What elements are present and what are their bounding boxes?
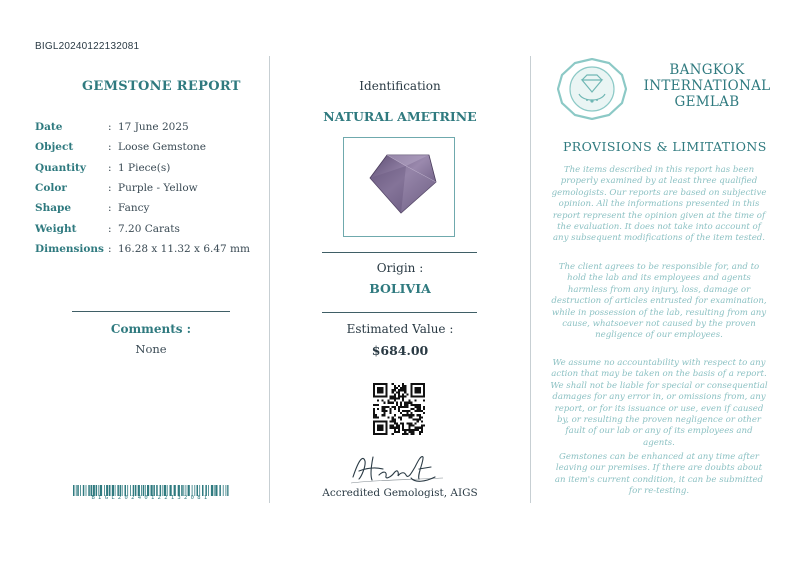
qr-module [377,416,379,418]
qr-module [402,387,404,389]
qr-module [415,429,417,431]
qr-module [408,400,410,402]
qr-module [410,408,412,410]
qr-module [415,400,417,402]
qr-module [417,406,419,408]
qr-module [392,395,394,397]
qr-module [400,395,402,397]
qr-module [390,395,392,397]
qr-module [406,433,408,435]
qr-module [419,414,421,416]
lab-name [642,62,772,110]
qr-module [415,423,417,425]
qr-module [408,425,410,427]
qr-finder-core [377,425,383,431]
qr-module [383,406,385,408]
detail-row-weight [35,218,250,238]
qr-module [388,402,390,404]
qr-module [398,393,400,395]
detail-colon: : [108,242,112,255]
qr-module [390,427,392,429]
qr-module [396,398,398,400]
qr-module [390,412,392,414]
qr-module [400,406,402,408]
qr-module [413,404,415,406]
qr-module [383,408,385,410]
qr-module [408,423,410,425]
qr-module [408,402,410,404]
qr-module [421,429,423,431]
qr-module [402,385,404,387]
detail-label: Weight [35,222,77,235]
qr-module [398,395,400,397]
qr-module [406,412,408,414]
qr-module [392,406,394,408]
detail-value: 16.28 x 11.32 x 6.47 mm [118,242,250,255]
divider [322,252,477,253]
qr-module [396,431,398,433]
qr-module [373,410,375,412]
column-divider-right [530,56,531,503]
qr-module [394,420,396,422]
qr-module [381,408,383,410]
qr-module [400,418,402,420]
qr-module [417,404,419,406]
detail-colon: : [108,202,112,215]
qr-module [402,406,404,408]
qr-module [402,395,404,397]
gem-photo [343,137,455,237]
qr-module [402,400,404,402]
detail-colon: : [108,182,112,195]
detail-value: Purple - Yellow [118,182,198,195]
qr-module [400,402,402,404]
qr-module [373,408,375,410]
qr-module [383,414,385,416]
qr-module [410,431,412,433]
detail-value: Fancy [118,202,150,215]
detail-colon: : [108,222,112,235]
qr-module [377,400,379,402]
qr-module [404,410,406,412]
detail-row-object [35,137,250,157]
detail-value: 17 June 2025 [118,121,189,134]
qr-module [410,404,412,406]
qr-module [375,416,377,418]
qr-module [404,404,406,406]
qr-module [390,425,392,427]
qr-module [394,395,396,397]
qr-module [398,425,400,427]
qr-module [398,398,400,400]
qr-module [404,429,406,431]
qr-module [408,427,410,429]
qr-module [381,414,383,416]
qr-module [419,427,421,429]
qr-module [404,431,406,433]
qr-module [408,429,410,431]
qr-module [417,427,419,429]
qr-module [392,433,394,435]
qr-module [381,406,383,408]
qr-module [394,400,396,402]
qr-module [413,429,415,431]
qr-module [392,402,394,404]
qr-module [410,402,412,404]
qr-module [406,410,408,412]
gem-seal-icon [557,58,627,120]
qr-module [423,408,425,410]
qr-module [398,408,400,410]
report-id: BIGL20240122132081 [35,41,140,52]
detail-row-dimensions [35,239,250,259]
qr-code [373,383,425,435]
provisions-paragraph: We assume no accountability with respect to any action that may be taken on the basis of a report. We shall not be liable for special or consequential damages for any error in, or omissions from, any report, or for its issuance or use, even if caused by, or resulting the proven negligence or other fault of our lab or any of its employees and agents. [550,358,768,448]
qr-module [390,420,392,422]
qr-module [392,389,394,391]
qr-module [388,416,390,418]
qr-module [388,400,390,402]
qr-module [415,406,417,408]
qr-module [404,433,406,435]
qr-module [404,414,406,416]
provisions-paragraph: Gemstones can be enhanced at any time after leaving our premises. If there are doubts about an item's current condition, it can be submitted for re-testing. [554,452,764,497]
detail-label: Object [35,141,74,154]
detail-label: Color [35,182,67,195]
qr-module [398,410,400,412]
qr-module [410,416,412,418]
qr-module [421,425,423,427]
qr-module [390,408,392,410]
qr-module [423,400,425,402]
qr-module [417,410,419,412]
qr-module [421,420,423,422]
qr-module [419,408,421,410]
qr-module [421,410,423,412]
detail-label: Dimensions [35,242,104,255]
comments-value: None [135,342,167,356]
qr-module [417,408,419,410]
qr-module [402,383,404,385]
qr-module [419,406,421,408]
qr-module [402,429,404,431]
qr-finder-core [415,387,421,393]
qr-module [394,408,396,410]
qr-module [413,418,415,420]
detail-row-quantity [35,158,250,178]
qr-module [398,416,400,418]
qr-module [381,410,383,412]
qr-module [392,427,394,429]
qr-module [396,404,398,406]
detail-value: 7.20 Carats [118,222,180,235]
column-divider-left [269,56,270,503]
qr-module [400,387,402,389]
qr-module [400,412,402,414]
identification-label: Identification [359,79,441,93]
qr-module [419,404,421,406]
qr-module [423,425,425,427]
qr-module [381,400,383,402]
qr-module [400,423,402,425]
detail-value: Loose Gemstone [118,141,207,154]
qr-module [410,414,412,416]
qr-module [417,418,419,420]
lab-name-line: GEMLAB [674,94,740,110]
comments-label: Comments : [110,322,192,336]
qr-module [410,425,412,427]
qr-module [394,406,396,408]
qr-module [383,410,385,412]
qr-module [413,425,415,427]
detail-row-color [35,178,250,198]
qr-module [419,418,421,420]
qr-module [390,398,392,400]
qr-module [385,406,387,408]
qr-module [398,391,400,393]
detail-colon: : [108,141,112,154]
estimated-value-label: Estimated Value : [346,322,454,336]
qr-module [413,414,415,416]
report-title: GEMSTONE REPORT [82,79,241,94]
qr-module [408,414,410,416]
qr-module [419,431,421,433]
qr-module [410,433,412,435]
qr-module [410,423,412,425]
detail-label: Quantity [35,161,87,174]
qr-module [394,398,396,400]
qr-module [398,427,400,429]
qr-module [404,389,406,391]
qr-module [377,404,379,406]
qr-module [417,429,419,431]
qr-module [415,410,417,412]
qr-module [396,402,398,404]
qr-module [402,389,404,391]
qr-module [394,393,396,395]
qr-module [373,412,375,414]
gemologist-title: Accredited Gemologist, AIGS [322,487,478,499]
qr-module [388,406,390,408]
qr-module [383,402,385,404]
qr-module [377,408,379,410]
provisions-paragraph: The items described in this report has been properly examined by at least three qualified gemologists. Our reports are based on subjective opinion. All the informations presented in this report represent the opinion given at the time of the evaluation. It does not take into account of any subsequent modifications of the item tested. [551,165,767,244]
estimated-value: $684.00 [371,343,429,358]
qr-module [394,387,396,389]
qr-module [421,431,423,433]
qr-module [394,418,396,420]
qr-module [408,416,410,418]
qr-module [402,423,404,425]
qr-module [373,414,375,416]
detail-value: 1 Piece(s) [118,161,171,174]
origin-value: BOLIVIA [369,281,431,296]
detail-colon: : [108,121,112,134]
qr-module [415,404,417,406]
qr-module [404,385,406,387]
qr-module [421,427,423,429]
qr-module [402,398,404,400]
qr-module [392,425,394,427]
qr-module [413,431,415,433]
qr-module [392,391,394,393]
qr-module [421,416,423,418]
qr-module [385,410,387,412]
qr-module [402,393,404,395]
qr-module [392,420,394,422]
qr-module [400,404,402,406]
qr-module [406,414,408,416]
qr-module [390,410,392,412]
qr-module [408,410,410,412]
qr-module [396,425,398,427]
qr-module [398,429,400,431]
qr-module [396,423,398,425]
divider [322,312,477,313]
qr-module [423,406,425,408]
detail-row-date [35,117,250,137]
qr-module [394,423,396,425]
detail-row-shape [35,198,250,218]
qr-module [373,404,375,406]
qr-module [396,391,398,393]
qr-module [406,429,408,431]
provisions-title: PROVISIONS & LIMITATIONS [563,139,767,154]
qr-module [406,406,408,408]
detail-label: Date [35,121,63,134]
qr-module [402,414,404,416]
qr-module [402,433,404,435]
qr-module [404,391,406,393]
qr-module [402,425,404,427]
qr-module [400,389,402,391]
qr-module [410,412,412,414]
qr-module [402,410,404,412]
qr-module [398,385,400,387]
qr-module [396,387,398,389]
qr-module [394,427,396,429]
detail-colon: : [108,161,112,174]
identification-value: NATURAL AMETRINE [323,109,477,124]
qr-module [408,431,410,433]
detail-label: Shape [35,202,72,215]
qr-module [394,431,396,433]
qr-module [375,414,377,416]
lab-name-line: INTERNATIONAL [643,78,771,94]
qr-module [406,423,408,425]
qr-module [392,416,394,418]
qr-module [394,429,396,431]
qr-module [419,416,421,418]
qr-module [390,402,392,404]
qr-module [404,406,406,408]
qr-module [419,433,421,435]
qr-module [398,431,400,433]
barcode-text: BIGL20240122132081 [91,495,211,501]
qr-module [410,429,412,431]
qr-module [406,404,408,406]
qr-module [406,393,408,395]
qr-module [402,427,404,429]
qr-module [375,404,377,406]
qr-module [394,389,396,391]
gem-image [344,138,454,236]
signature [345,447,450,487]
qr-module [413,433,415,435]
qr-module [373,416,375,418]
qr-module [392,418,394,420]
qr-module [398,389,400,391]
qr-module [415,427,417,429]
qr-module [394,414,396,416]
qr-module [392,383,394,385]
qr-module [394,385,396,387]
qr-module [415,418,417,420]
qr-module [423,412,425,414]
qr-module [417,414,419,416]
qr-module [398,406,400,408]
qr-module [392,398,394,400]
qr-module [406,402,408,404]
provisions-paragraph: The client agrees to be responsible for, and to hold the lab and its employees and agents harmless from any injury, loss, damage or destruction of articles entrusted for examination, while in possession of the lab, resulting from any cause, whatsoever not caused by the proven negligence of our employees. [551,262,767,341]
qr-module [419,410,421,412]
qr-module [404,387,406,389]
lab-name-line: BANGKOK [669,62,745,78]
qr-module [404,402,406,404]
qr-module [383,412,385,414]
qr-finder-core [377,387,383,393]
qr-module [400,416,402,418]
details-table [35,117,250,259]
qr-module [396,427,398,429]
divider [72,311,230,312]
origin-label: Origin : [376,261,424,275]
qr-module [404,395,406,397]
qr-module [417,420,419,422]
qr-module [413,408,415,410]
